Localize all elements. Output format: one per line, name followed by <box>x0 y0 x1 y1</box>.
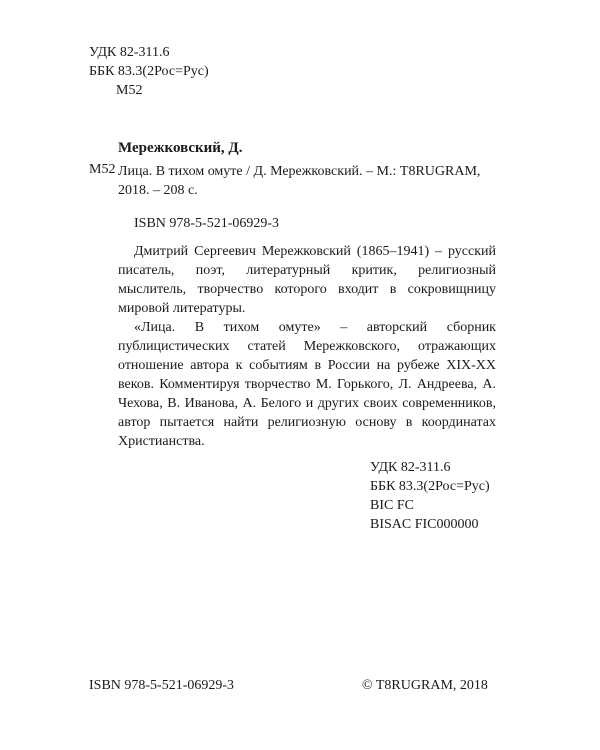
classification-bisac: BISAC FIC000000 <box>370 517 479 532</box>
record-title-line-1: Лица. В тихом омуте / Д. Мережковский. – М.: T8RUGRAM, <box>118 164 481 179</box>
annotation-paragraph-2: «Лица. В тихом омуте» – авторский сборник публицистических статей Мережковского, отражающих отношение автора к событиям в России на рубеже XIX-XX веков. Комментируя творчество М. Горького, Л. Андреева, А. Чехова, В. Иванова, А. Белого и других своих современников, автор пытается найти религиозную основу в координатах Христианства. <box>118 320 496 449</box>
classification-bic: BIC FC <box>370 498 414 513</box>
top-author-mark: М52 <box>116 83 143 98</box>
classification-udk: УДК 82-311.6 <box>370 460 451 475</box>
record-author: Мережковский, Д. <box>118 140 243 156</box>
annotation-paragraph-1: Дмитрий Сергеевич Мережковский (1865–1941) – русский писатель, поэт, литературный критик, религиозный мыслитель, творчество которого входит в сокровищницу мировой литературы. <box>118 244 496 316</box>
top-udk-code: УДК 82-311.6 <box>89 45 170 60</box>
annotation <box>118 242 496 451</box>
footer-isbn: ISBN 978-5-521-06929-3 <box>89 678 235 693</box>
classification-codes <box>370 458 490 534</box>
footer-copyright: © T8RUGRAM, 2018 <box>362 678 488 693</box>
classification-bbk: ББК 83.3(2Рос=Рус) <box>370 479 490 494</box>
record-author-mark: М52 <box>89 162 116 177</box>
record-isbn: ISBN 978-5-521-06929-3 <box>134 216 280 231</box>
record-title-block <box>118 162 498 200</box>
record-title-line-2: 2018. – 208 с. <box>118 183 198 198</box>
top-bbk-code: ББК 83.3(2Рос=Рус) <box>89 64 209 79</box>
